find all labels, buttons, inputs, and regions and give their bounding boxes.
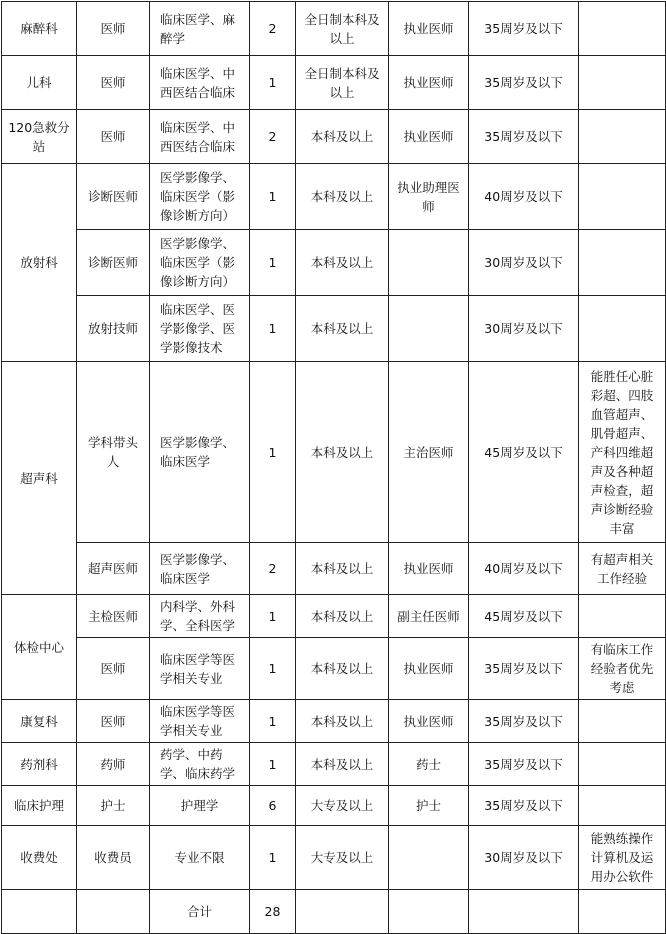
total-row — [2, 890, 666, 934]
count-cell: 1 — [250, 362, 296, 543]
major-cell: 临床医学、麻醉学 — [150, 2, 250, 56]
post-cell: 医师 — [77, 56, 150, 110]
qualification-cell: 护士 — [389, 786, 469, 826]
dept-cell: 药剂科 — [2, 743, 77, 786]
dept-cell: 康复科 — [2, 700, 77, 743]
post-cell: 诊断医师 — [77, 230, 150, 296]
education-cell: 本科及以上 — [296, 743, 389, 786]
dept-cell — [2, 890, 77, 934]
qualification-cell — [389, 230, 469, 296]
post-cell: 药师 — [77, 743, 150, 786]
post-cell: 医师 — [77, 2, 150, 56]
dept-cell: 体检中心 — [2, 595, 77, 700]
qualification-cell — [389, 296, 469, 362]
post-cell: 医师 — [77, 638, 150, 700]
table-row — [2, 786, 666, 826]
age-cell: 35周岁及以下 — [469, 786, 579, 826]
age-cell: 35周岁及以下 — [469, 743, 579, 786]
table-row — [2, 230, 666, 296]
note-cell — [579, 595, 666, 638]
count-cell: 2 — [250, 543, 296, 595]
note-cell — [579, 743, 666, 786]
dept-cell: 收费处 — [2, 826, 77, 890]
education-cell: 本科及以上 — [296, 543, 389, 595]
table-row — [2, 700, 666, 743]
post-cell — [77, 890, 150, 934]
education-cell: 本科及以上 — [296, 362, 389, 543]
dept-cell: 放射科 — [2, 164, 77, 362]
note-cell: 有临床工作经验者优先考虑 — [579, 638, 666, 700]
count-cell: 1 — [250, 296, 296, 362]
major-cell: 医学影像学、临床医学 — [150, 543, 250, 595]
table-row — [2, 2, 666, 56]
count-cell: 1 — [250, 743, 296, 786]
qualification-cell: 副主任医师 — [389, 595, 469, 638]
table-row — [2, 362, 666, 543]
count-cell: 1 — [250, 826, 296, 890]
post-cell: 医师 — [77, 700, 150, 743]
note-cell — [579, 296, 666, 362]
note-cell — [579, 164, 666, 230]
note-cell — [579, 2, 666, 56]
dept-cell: 麻醉科 — [2, 2, 77, 56]
post-cell: 学科带头人 — [77, 362, 150, 543]
qualification-cell: 执业医师 — [389, 110, 469, 164]
education-cell: 本科及以上 — [296, 110, 389, 164]
qualification-cell: 执业医师 — [389, 543, 469, 595]
dept-cell: 120急救分站 — [2, 110, 77, 164]
note-cell — [579, 110, 666, 164]
qualification-cell — [389, 890, 469, 934]
major-cell: 临床医学等医学相关专业 — [150, 700, 250, 743]
post-cell: 诊断医师 — [77, 164, 150, 230]
age-cell: 30周岁及以下 — [469, 826, 579, 890]
count-cell: 1 — [250, 595, 296, 638]
table-row — [2, 110, 666, 164]
count-cell: 1 — [250, 700, 296, 743]
education-cell: 本科及以上 — [296, 164, 389, 230]
age-cell — [469, 890, 579, 934]
recruitment-table — [1, 1, 666, 934]
qualification-cell: 执业医师 — [389, 638, 469, 700]
major-cell: 医学影像学、临床医学（影像诊断方向） — [150, 230, 250, 296]
education-cell: 本科及以上 — [296, 230, 389, 296]
major-cell: 临床医学、中西医结合临床 — [150, 56, 250, 110]
age-cell: 35周岁及以下 — [469, 700, 579, 743]
education-cell: 本科及以上 — [296, 700, 389, 743]
post-cell: 超声医师 — [77, 543, 150, 595]
total-label: 合计 — [150, 890, 250, 934]
education-cell: 本科及以上 — [296, 595, 389, 638]
education-cell: 全日制本科及以上 — [296, 56, 389, 110]
count-cell: 2 — [250, 110, 296, 164]
total-count: 28 — [250, 890, 296, 934]
note-cell — [579, 890, 666, 934]
note-cell — [579, 700, 666, 743]
table-row — [2, 296, 666, 362]
dept-cell: 超声科 — [2, 362, 77, 595]
qualification-cell: 药士 — [389, 743, 469, 786]
table-row — [2, 638, 666, 700]
qualification-cell: 主治医师 — [389, 362, 469, 543]
note-cell — [579, 786, 666, 826]
qualification-cell: 执业助理医师 — [389, 164, 469, 230]
post-cell: 放射技师 — [77, 296, 150, 362]
qualification-cell: 执业医师 — [389, 700, 469, 743]
major-cell: 护理学 — [150, 786, 250, 826]
education-cell — [296, 890, 389, 934]
note-cell: 能熟练操作计算机及运用办公软件 — [579, 826, 666, 890]
major-cell: 药学、中药学、临床药学 — [150, 743, 250, 786]
age-cell: 45周岁及以下 — [469, 362, 579, 543]
age-cell: 35周岁及以下 — [469, 2, 579, 56]
post-cell: 收费员 — [77, 826, 150, 890]
major-cell: 临床医学、中西医结合临床 — [150, 110, 250, 164]
post-cell: 护士 — [77, 786, 150, 826]
age-cell: 45周岁及以下 — [469, 595, 579, 638]
age-cell: 35周岁及以下 — [469, 110, 579, 164]
table-row — [2, 543, 666, 595]
major-cell: 医学影像学、临床医学（影像诊断方向） — [150, 164, 250, 230]
qualification-cell — [389, 826, 469, 890]
note-cell — [579, 56, 666, 110]
age-cell: 35周岁及以下 — [469, 56, 579, 110]
age-cell: 40周岁及以下 — [469, 164, 579, 230]
dept-cell: 临床护理 — [2, 786, 77, 826]
count-cell: 1 — [250, 638, 296, 700]
major-cell: 临床医学等医学相关专业 — [150, 638, 250, 700]
count-cell: 6 — [250, 786, 296, 826]
post-cell: 主检医师 — [77, 595, 150, 638]
count-cell: 1 — [250, 56, 296, 110]
education-cell: 本科及以上 — [296, 296, 389, 362]
note-cell: 能胜任心脏彩超、四肢血管超声、肌骨超声、产科四维超声及各种超声检查，超声诊断经验丰富 — [579, 362, 666, 543]
count-cell: 1 — [250, 164, 296, 230]
qualification-cell: 执业医师 — [389, 2, 469, 56]
note-cell: 有超声相关工作经验 — [579, 543, 666, 595]
count-cell: 2 — [250, 2, 296, 56]
major-cell: 内科学、外科学、全科医学 — [150, 595, 250, 638]
table-row — [2, 164, 666, 230]
table-row — [2, 595, 666, 638]
age-cell: 35周岁及以下 — [469, 638, 579, 700]
major-cell: 专业不限 — [150, 826, 250, 890]
table-row — [2, 56, 666, 110]
dept-cell: 儿科 — [2, 56, 77, 110]
qualification-cell: 执业医师 — [389, 56, 469, 110]
age-cell: 40周岁及以下 — [469, 543, 579, 595]
count-cell: 1 — [250, 230, 296, 296]
age-cell: 30周岁及以下 — [469, 230, 579, 296]
post-cell: 医师 — [77, 110, 150, 164]
education-cell: 大专及以上 — [296, 826, 389, 890]
education-cell: 全日制本科及以上 — [296, 2, 389, 56]
age-cell: 30周岁及以下 — [469, 296, 579, 362]
major-cell: 临床医学、医学影像学、医学影像技术 — [150, 296, 250, 362]
table-row — [2, 826, 666, 890]
education-cell: 大专及以上 — [296, 786, 389, 826]
education-cell: 本科及以上 — [296, 638, 389, 700]
major-cell: 医学影像学、临床医学 — [150, 362, 250, 543]
table-row — [2, 743, 666, 786]
note-cell — [579, 230, 666, 296]
